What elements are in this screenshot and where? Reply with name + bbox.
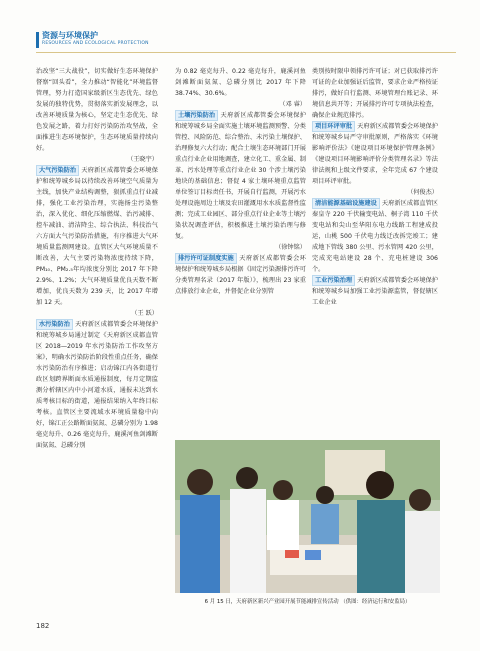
event-photo — [175, 440, 440, 593]
eia-section-tag: 项目环评审批 — [312, 121, 355, 132]
header-accent-bar — [36, 32, 39, 48]
permit-section-tag: 排污许可证制度实施 — [175, 253, 237, 264]
air-section-tag: 大气污染防治 — [36, 165, 79, 176]
permit-continued: 类别按时限申领排污许可证；对已获取排污许可证的企业加强证后监管，要求企业严格按证排污，做好自行监测、环境管理台账记录、环境信息共开等；开展排污许可专项执法检查，确保企业规范排污。 — [312, 68, 438, 119]
industry-section-text: 天府新区成都管委会环境保护和统筹城乡局加强工业污染源监管，督促辖区工业企业 — [312, 277, 438, 306]
column-3 — [312, 66, 438, 308]
eia-signature: （何俊杰） — [407, 189, 438, 196]
water-signature: （邓 睿） — [279, 101, 306, 108]
infra-section-text: 天府新区成都直管区秦皇寺 220 千伏输变电站、桐子湾 110 千伏变电站和尖山至华阳东电力线路工程建成投运，山桃 500 千伏电力线迁改拆完竣工；建成地下管线 380 公里、污水管网 420 公里，完成充电站建设 28 个、充电桩建设 306 个。 — [312, 200, 438, 273]
infra-section — [312, 198, 438, 275]
page-header — [36, 30, 456, 53]
section-title-en: RESOURCES AND ECOLOGICAL PROTECTION — [42, 41, 149, 46]
soil-section — [175, 110, 306, 242]
permit-section-text: 天府新区成都管委会环境保护和统筹城乡局根据《固定污染源排污许可分类管理名录（2017 年版）》，梳理出 23 家重点排放行业企业，并督促企业分别管 — [175, 255, 306, 295]
industry-section-tag: 工业污染治理 — [312, 275, 355, 286]
page-number: 182 — [36, 622, 50, 630]
infra-section-tag: 清洁能源基础设施建设 — [312, 198, 380, 209]
soil-section-tag: 土壤污染防治 — [175, 110, 218, 121]
permit-section — [175, 253, 306, 297]
section-title: 资源与环境保护 — [42, 31, 98, 40]
industry-section — [312, 275, 438, 308]
eia-section-text: 天府新区成都管委会环境保护和统筹城乡局严守审批原则，严格落实《环境影响评价法》《建设项目环境保护管理条例》《建设项目环境影响评价分类管理名录》等法律法规和上级文件要求，全年完成 67 个建设项目环评审批。 — [312, 123, 438, 185]
water-section-tag: 水污染防治 — [36, 319, 73, 330]
soil-signature: （徐钟铭） — [275, 244, 306, 251]
event-photo-image — [175, 440, 440, 593]
water-section — [36, 319, 158, 451]
eia-section — [312, 121, 438, 187]
air-section — [36, 165, 158, 308]
column-2 — [175, 66, 306, 297]
water-section-text: 天府新区成都管委会环境保护和统筹城乡局通过制定《天府新区成都直管区 2018—2019 年水污染防治工作攻坚方案》，明确水污染防治阶段性重点任务，确保水污染防治有序推进；启动锦江内各街道行政区划跨界断面水质通报制度，每月定期监测分析辖区内中小河道水质，通报未达到水质考核目标的街道，通报结果纳入年终目标考核。直管区主要流域水环境质量稳中向好，锦江正公路断面氨氮、总磷分别为 1.98 毫克每升、0.26 毫克每升，鹿溪河鱼剑滩断面氨氮、总磷分别 — [36, 321, 158, 449]
intro-signature: （王晓宇） — [127, 156, 158, 163]
soil-section-text: 天府新区成都管委会环境保护和统筹城乡局全面实施土壤环境监测预警、分类管控、风险防范、综合整治、未污染土壤保护、治理修复六大行动；配合土壤生态环境部门开展重点行业企业用地调查，建立化工、重金属、制革、污水处理等重点行业企业 30 个涉土壤污染地块的基础信息；督促 4 家土壤环境重点监管单位签订目标责任书，开展自行监测，开展污水处理设施周边土壤及农田灌溉用水水质监督性监测；完成工业园区、部分重点行业企业等土壤污染状况调查评估，积极推进土壤污染治理与修复。 — [175, 112, 306, 240]
air-section-text: 天府新区成都管委会环境保护和统筹城乡局以持续改善环境空气质量为主线，加快产业结构调整，狠抓重点行业减排，强化工业污染治理，实施扬尘污染整治，深入优化、细化压缩燃煤、治污减排、控车减油、清洁降尘、综合执法、科技治气六方面大气污染防治措施，有序推进大气环境质量监测网建设。直管区大气环境质量不断改善，大气主要污染物浓度持续下降，PM₁₀、PM₂.₅年均浓度分别比 2017 年下降 2.9%、1.2%；大气环境质量优良天数不断增加，优良天数为 239 天，比 2017 年增加 12 天。 — [36, 167, 158, 306]
column-1 — [36, 66, 158, 451]
intro-paragraph: 治改坚“三大战役”，切实做好生态环境保护督察“回头看”，全力推动“智能化”环境监督管理，努力打造国家级新区生态优先、绿色发展的独特优势，贯彻落实新发展理念，以改善环境质量为核心，坚定走生态优先、绿色发展之路，着力打好污染防治攻坚战，全面推进生态环境保护，生态环境质量持续向好。 — [36, 68, 158, 152]
water-continued: 为 0.82 毫克每升、0.22 毫克每升，鹿溪河鱼剑滩断面氨氮、总磷分别比 2017 年下降 38.74%、30.6%。 — [175, 68, 306, 97]
air-signature: （王 跃） — [131, 310, 158, 317]
photo-caption: 6 月 15 日，天府新区新兴产业园开展节能减排宣传活动 （供图：经济运行和安监局） — [204, 599, 411, 605]
